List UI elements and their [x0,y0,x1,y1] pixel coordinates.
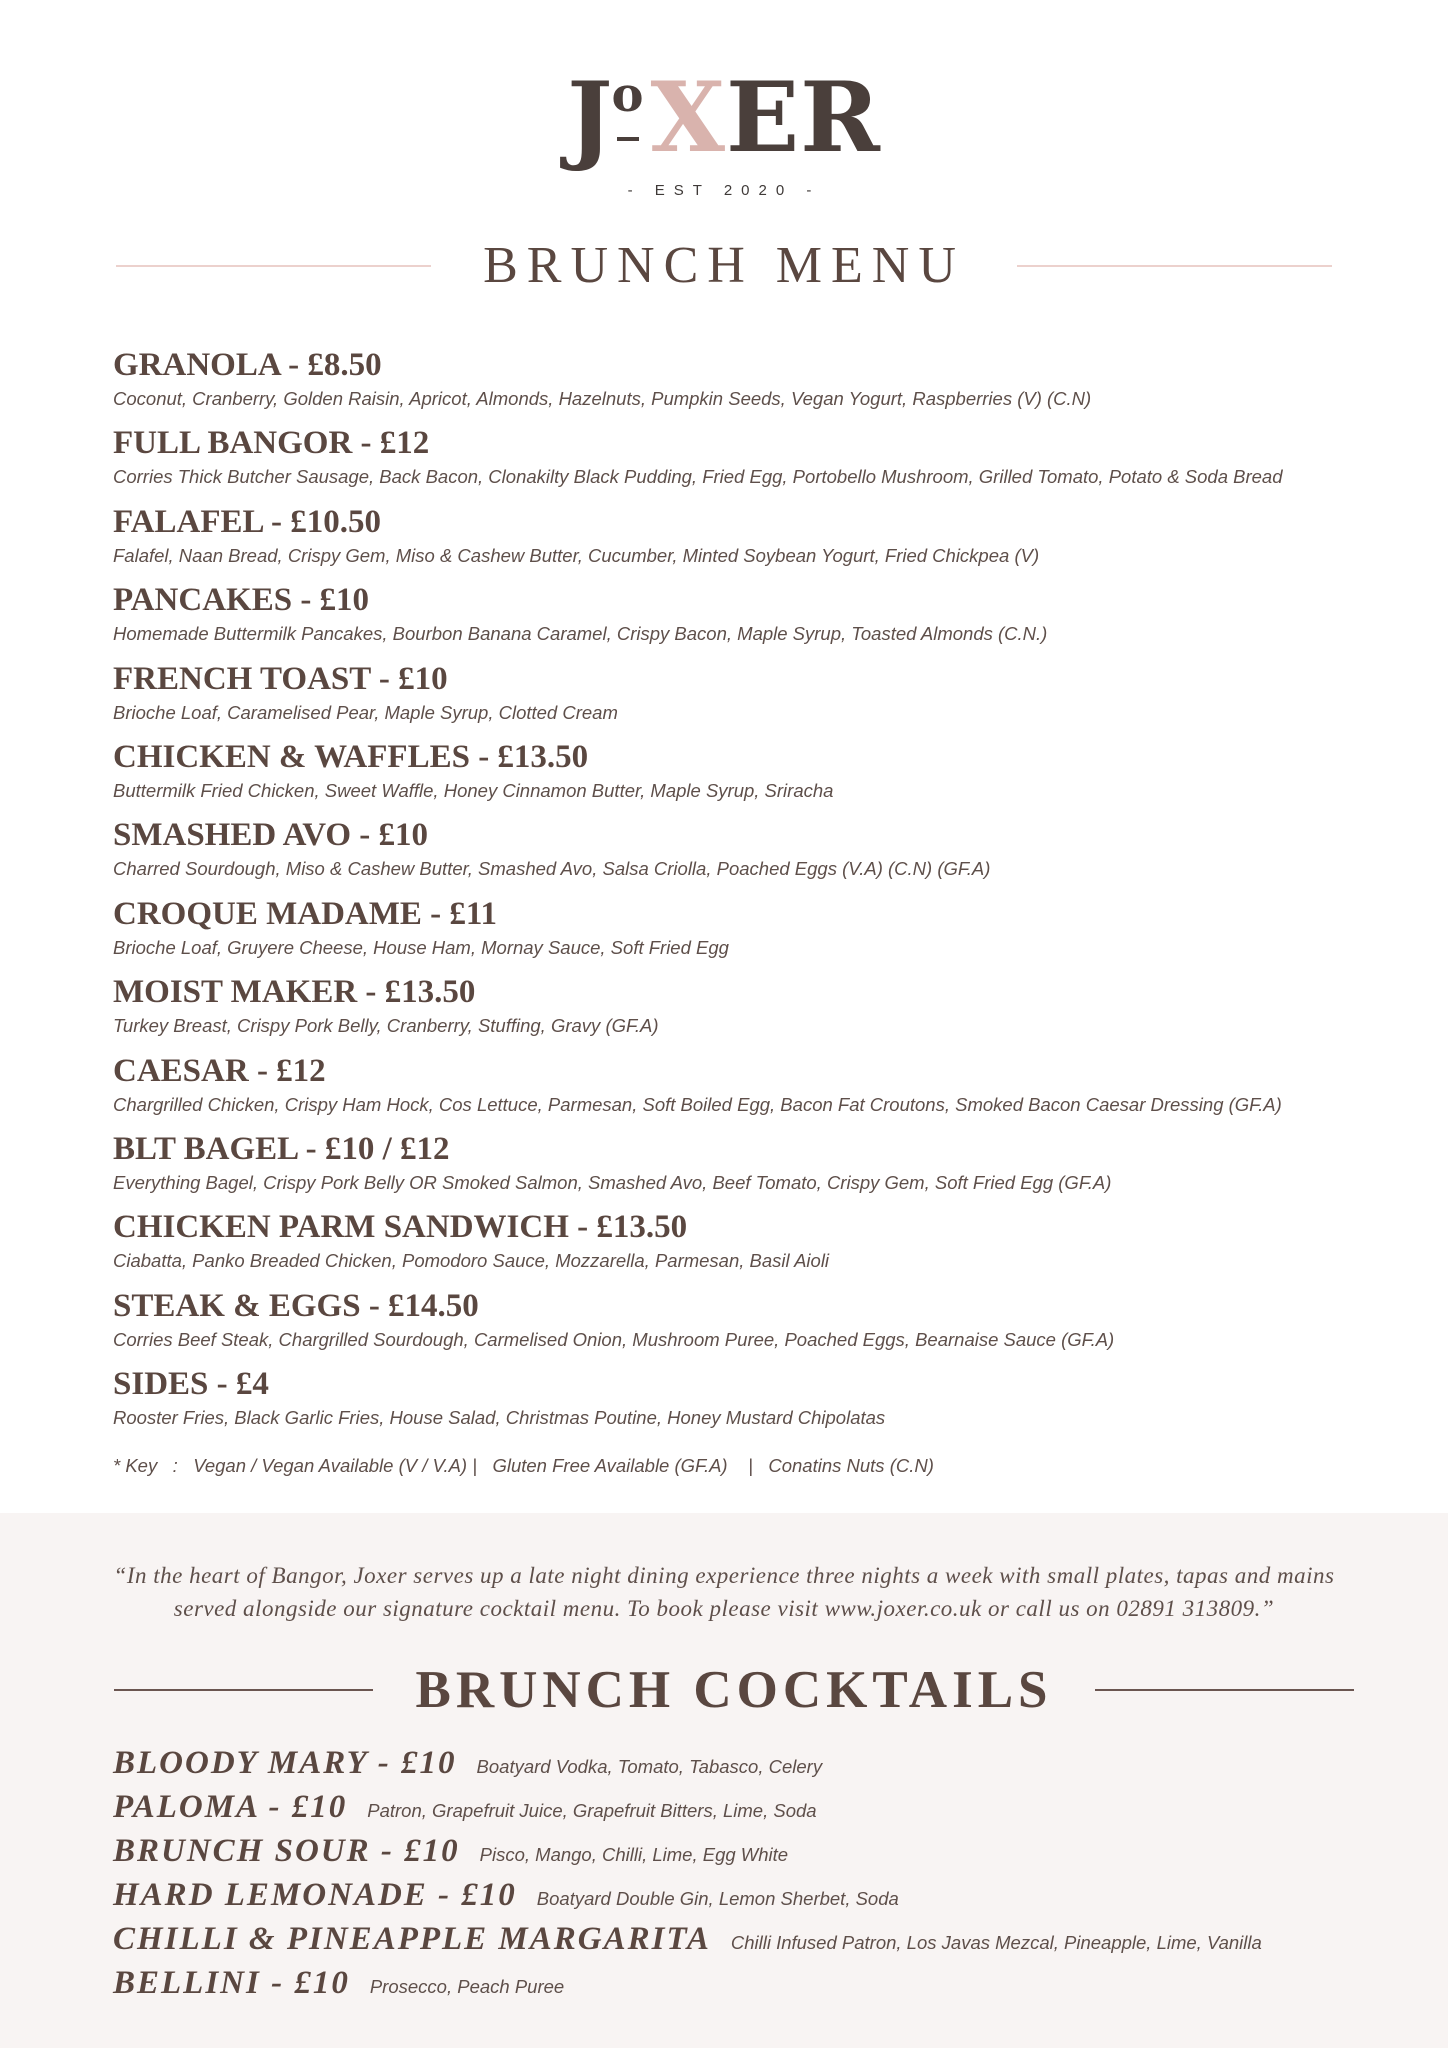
menu-item-description: Brioche Loaf, Gruyere Cheese, House Ham, Mornay Sauce, Soft Fried Egg [113,936,729,958]
menu-item-description: Turkey Breast, Crispy Pork Belly, Cranberry, Stuffing, Gravy (GF.A) [113,1015,659,1037]
menu-item-description: Ciabatta, Panko Breaded Chicken, Pomodoro Sauce, Mozzarella, Parmesan, Basil Aioli [113,1250,830,1272]
brunch-menu-heading [116,236,1332,295]
menu-item-name: FRENCH TOAST - £10 [113,660,448,697]
menu-item [113,659,1343,737]
menu-item-description: Falafel, Naan Bread, Crispy Gem, Miso & Cashew Butter, Cucumber, Minted Soybean Yogurt, Fried Chickpea (V) [113,544,1040,566]
logo-established: - EST 2020 - [627,182,821,199]
menu-item-name: STEAK & EGGS - £14.50 [113,1287,479,1324]
cocktail-item [113,1789,1353,1833]
menu-item [113,1207,1343,1285]
menu-item-description: Buttermilk Fried Chicken, Sweet Waffle, Honey Cinnamon Butter, Maple Syrup, Sriracha [113,779,834,801]
menu-item-name: FALAFEL - £10.50 [113,503,381,540]
cocktail-description: Patron, Grapefruit Juice, Grapefruit Bitters, Lime, Soda [367,1800,817,1821]
cocktail-description: Boatyard Vodka, Tomato, Tabasco, Celery [476,1756,823,1777]
divider-left [116,265,431,267]
menu-item-name: SIDES - £4 [113,1366,269,1403]
cocktail-item [113,1833,1353,1877]
menu-item [113,423,1343,501]
quote-line-1: “In the heart of Bangor, Joxer serves up a late night dining experience three nights a week with small plates, tapas and mains [113,1563,1335,1588]
cocktail-item [113,1877,1353,1921]
cocktail-description: Chilli Infused Patron, Los Javas Mezcal, Pineapple, Lime, Vanilla [730,1932,1262,1953]
cocktail-name: BLOODY MARY - £10 [113,1745,457,1781]
menu-item-name: CHICKEN PARM SANDWICH - £13.50 [113,1209,688,1246]
menu-item [113,1364,1343,1442]
logo-wordmark [567,61,881,174]
cocktail-description: Pisco, Mango, Chilli, Lime, Egg White [479,1844,789,1865]
brunch-cocktails-title: BRUNCH COCKTAILS [415,1661,1053,1719]
cocktail-item [113,1921,1353,1965]
quote-line-2: served alongside our signature cocktail menu. To book please visit www.joxer.co.uk or call us on 02891 313809.” [173,1596,1275,1621]
menu-item-name: CAESAR - £12 [113,1052,326,1089]
menu-item [113,345,1343,423]
menu-item [113,737,1343,815]
cocktail-item [113,1745,1353,1789]
brunch-cocktails-heading [114,1660,1354,1720]
menu-item-name: CROQUE MADAME - £11 [113,895,498,932]
menu-item-name: MOIST MAKER - £13.50 [113,974,476,1011]
menu-item-description: Rooster Fries, Black Garlic Fries, House Salad, Christmas Poutine, Honey Mustard Chipolatas [113,1407,886,1429]
menu-item [113,502,1343,580]
menu-item [113,580,1343,658]
logo-letters-er: ER [725,61,881,174]
menu-items-list [113,345,1343,1442]
menu-item-name: PANCAKES - £10 [113,582,370,619]
menu-item-description: Homemade Buttermilk Pancakes, Bourbon Banana Caramel, Crispy Bacon, Maple Syrup, Toasted Almonds (C.N.) [113,623,1048,645]
divider-left [114,1689,373,1691]
menu-item-description: Corries Thick Butcher Sausage, Back Bacon, Clonakilty Black Pudding, Fried Egg, Portobello Mushroom, Grilled Tomato, Potato & Soda Bread [113,466,1283,488]
menu-item-name: BLT BAGEL - £10 / £12 [113,1130,450,1167]
menu-item [113,1051,1343,1129]
menu-item-name: FULL BANGOR - £12 [113,425,430,462]
cocktail-description: Boatyard Double Gin, Lemon Sherbet, Soda [536,1888,899,1909]
menu-item-description: Corries Beef Steak, Chargrilled Sourdough, Carmelised Onion, Mushroom Puree, Poached Eggs, Bearnaise Sauce (GF.A) [113,1328,1115,1350]
logo-letter-o: o [611,67,645,123]
cocktails-list [113,1745,1353,2009]
menu-item [113,972,1343,1050]
cocktail-name: PALOMA - £10 [113,1789,348,1825]
menu-item-description: Charred Sourdough, Miso & Cashew Butter, Smashed Avo, Salsa Criolla, Poached Eggs (V.A) (C.N) (GF.A) [113,858,991,880]
menu-item [113,1286,1343,1364]
divider-right [1017,265,1332,267]
venue-quote [100,1559,1348,1625]
menu-item-description: Chargrilled Chicken, Crispy Ham Hock, Cos Lettuce, Parmesan, Soft Boiled Egg, Bacon Fat Croutons, Smoked Bacon Caesar Dressing (GF.A) [113,1093,1282,1115]
dietary-key: * Key : Vegan / Vegan Available (V / V.A) | Gluten Free Available (GF.A) | Conatins Nuts (C.N) [113,1455,934,1476]
joxer-logo [0,61,1448,199]
cocktail-name: BELLINI - £10 [113,1965,350,2001]
menu-item-description: Everything Bagel, Crispy Pork Belly OR Smoked Salmon, Smashed Avo, Beef Tomato, Crispy Gem, Soft Fried Egg (GF.A) [113,1171,1112,1193]
cocktail-item [113,1965,1353,2009]
brunch-menu-title: BRUNCH MENU [483,237,965,294]
menu-item [113,894,1343,972]
logo-letter-j: J [567,61,614,174]
cocktail-description: Prosecco, Peach Puree [369,1976,565,1997]
cocktail-name: HARD LEMONADE - £10 [113,1877,517,1913]
menu-item [113,1129,1343,1207]
cocktail-name: CHILLI & PINEAPPLE MARGARITA [113,1921,711,1957]
menu-item-name: CHICKEN & WAFFLES - £13.50 [113,738,589,775]
cocktail-name: BRUNCH SOUR - £10 [113,1833,460,1869]
logo-letter-x: X [650,61,726,174]
menu-item [113,815,1343,893]
menu-item-description: Brioche Loaf, Caramelised Pear, Maple Syrup, Clotted Cream [113,701,618,723]
menu-item-name: SMASHED AVO - £10 [113,817,429,854]
divider-right [1095,1689,1354,1691]
menu-item-name: GRANOLA - £8.50 [113,347,382,383]
menu-item-description: Coconut, Cranberry, Golden Raisin, Apricot, Almonds, Hazelnuts, Pumpkin Seeds, Vegan Yogurt, Raspberries (V) (C.N) [113,388,1092,409]
